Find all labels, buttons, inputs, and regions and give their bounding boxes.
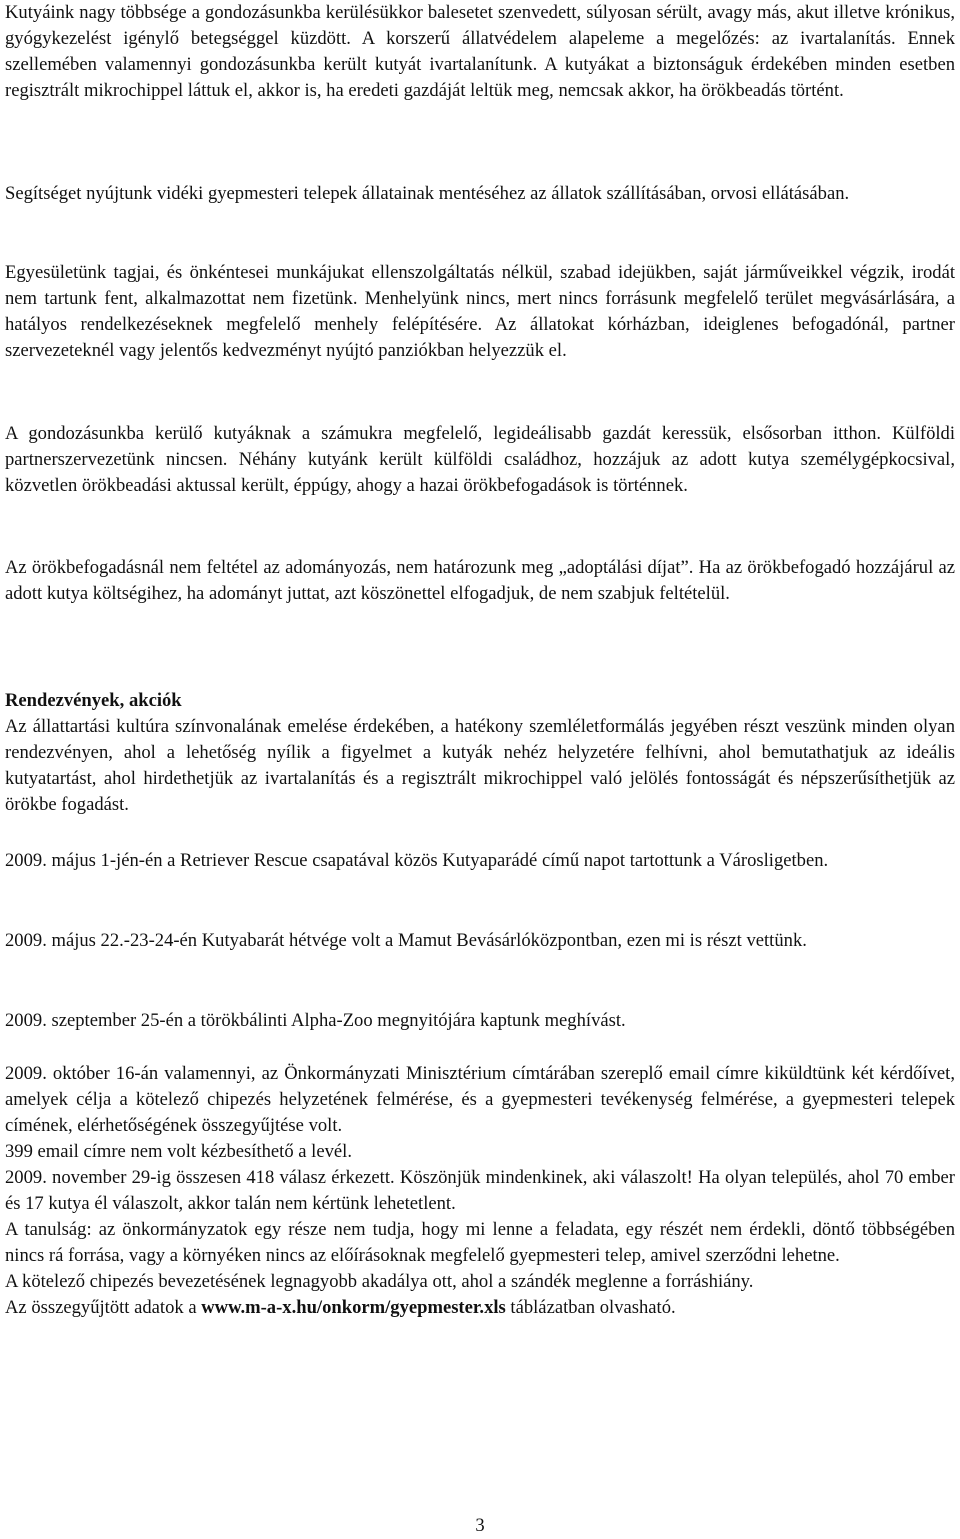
help-section (5, 181, 955, 207)
event-text: 2009. szeptember 25-én a törökbálinti Alpha-Zoo megnyitójára kaptunk meghívást. (5, 1010, 626, 1031)
event-item-may-22 (5, 928, 955, 954)
paragraph-volunteers: Egyesületünk tagjai, és önkéntesei munkájukat ellenszolgáltatás nélkül, szabad idejükben, saját járműveikkel végzik, irodát nem tartunk fent, alkalmazottat nem fizetünk. Menhelyünk nincs, mert nincs forrásunk megfelelő terület megvásárlására, a hatályos rendelkezéseknek megfelelő menhely felépítésére. Az állatokat kórházban, ideiglenes befogadónál, partner szervezeteknél vagy jelentős kedvezményt nyújtó panziókban helyezzük el. (5, 262, 955, 361)
events-section (5, 688, 955, 818)
adoption-fee-section (5, 555, 955, 607)
event-item-sept-25 (5, 1008, 955, 1034)
event-text: 2009. október 16-án valamennyi, az Önkormányzati Minisztérium címtárában szereplő email címre kiküldtünk két kérdőívet, amelyek célja a kötelező chipezés helyzetének felmérése, és a gyepmesteri tevékenység felmérése, a gyepmesteri telepek címének, elérhetőségének összegyűjtése volt. (5, 1063, 955, 1136)
survey-data-suffix: táblázatban olvasható. (505, 1297, 676, 1318)
survey-data-link-line (5, 1295, 955, 1321)
adoption-section (5, 421, 955, 499)
paragraph-adoption-owners: A gondozásunkba kerülő kutyáknak a számukra megfelelő, legideálisabb gazdát keressük, elsősorban itthon. Külföldi partnerszervezetünk nincsen. Néhány kutyánk került külföldi családhoz, hozzájuk az adott kutya személygépkocsival, közvetlen örökbeadási aktussal került, éppúgy, ahogy a hazai örökbefogadások is történnek. (5, 423, 955, 496)
paragraph-events-intro: Az állattartási kultúra színvonalának emelése érdekében, a hatékony szemléletformálás jegyében részt veszünk minden olyan rendezvényen, ahol a lehetőség nyílik a figyelmet a kutyák nehéz helyzetére felhívni, ahol bemutathatjuk az ideális kutyatartást, ahol hirdethetjük az ivartalanítás és a regisztrált mikrochippel való jelölés fontosságát és népszerűsíthetjük az örökbe fogadást. (5, 716, 955, 815)
section-heading: Rendezvények, akciók (5, 690, 182, 711)
event-text: 2009. május 1-jén-én a Retriever Rescue csapatával közös Kutyaparádé című napot tartottunk a Városligetben. (5, 850, 829, 871)
event-item-survey (5, 1061, 955, 1321)
intro-section (5, 0, 955, 104)
survey-undelivered: 399 email címre nem volt kézbesíthető a levél. (5, 1141, 352, 1162)
survey-data-url[interactable]: www.m-a-x.hu/onkorm/gyepmester.xls (201, 1297, 506, 1318)
survey-data-prefix: Az összegyűjtött adatok a (5, 1297, 202, 1318)
survey-responses: 2009. november 29-ig összesen 418 válasz érkezett. Köszönjük mindenkinek, aki válaszolt! Ha olyan település, ahol 70 ember és 17 kutya él válaszolt, akkor talán nem kértünk lehetetlent. (5, 1167, 955, 1214)
paragraph-adoption-fee: Az örökbefogadásnál nem feltétel az adományozás, nem határozunk meg „adoptálási díjat”. Ha az örökbefogadó hozzájárul az adott kutya költségihez, ha adományt juttat, azt köszönettel elfogadjuk, de nem szabjuk feltételül. (5, 557, 955, 604)
paragraph-dog-care: Kutyáink nagy többsége a gondozásunkba kerülésükkor balesetet szenvedett, súlyosan sérült, avagy más, akut illetve krónikus, gyógykezelést igénylő betegséggel küzdött. A korszerű állatvédelem alapeleme a megelőzés: az ivartalanítás. Ennek szellemében valamennyi gondozásunkba került kutyát ivartalanítunk. A kutyákat a biztonságuk érdekében minden esetben regisztrált mikrochippel láttuk el, akkor is, ha eredeti gazdáját leltük meg, nemcsak akkor, ha örökbeadás történt. (5, 2, 955, 101)
survey-lesson: A tanulság: az önkormányzatok egy része nem tudja, hogy mi lenne a feladata, egy részét nem érdekli, döntő többségében nincs rá forrása, vagy a környéken nincs az előírásoknak megfelelő gyepmesteri telep, amivel szerződni lehetne. (5, 1219, 955, 1266)
page-number: 3 (475, 1515, 485, 1536)
volunteers-section (5, 260, 955, 364)
event-text: 2009. május 22.-23-24-én Kutyabarát hétvége volt a Mamut Bevásárlóközpontban, ezen mi is részt vettünk. (5, 930, 807, 951)
survey-obstacle: A kötelező chipezés bevezetésének legnagyobb akadálya ott, ahol a szándék meglenne a forráshiány. (5, 1271, 754, 1292)
paragraph-rural-help: Segítséget nyújtunk vidéki gyepmesteri telepek állatainak mentéséhez az állatok szállításában, orvosi ellátásában. (5, 183, 850, 204)
event-item-may-1 (5, 848, 955, 874)
